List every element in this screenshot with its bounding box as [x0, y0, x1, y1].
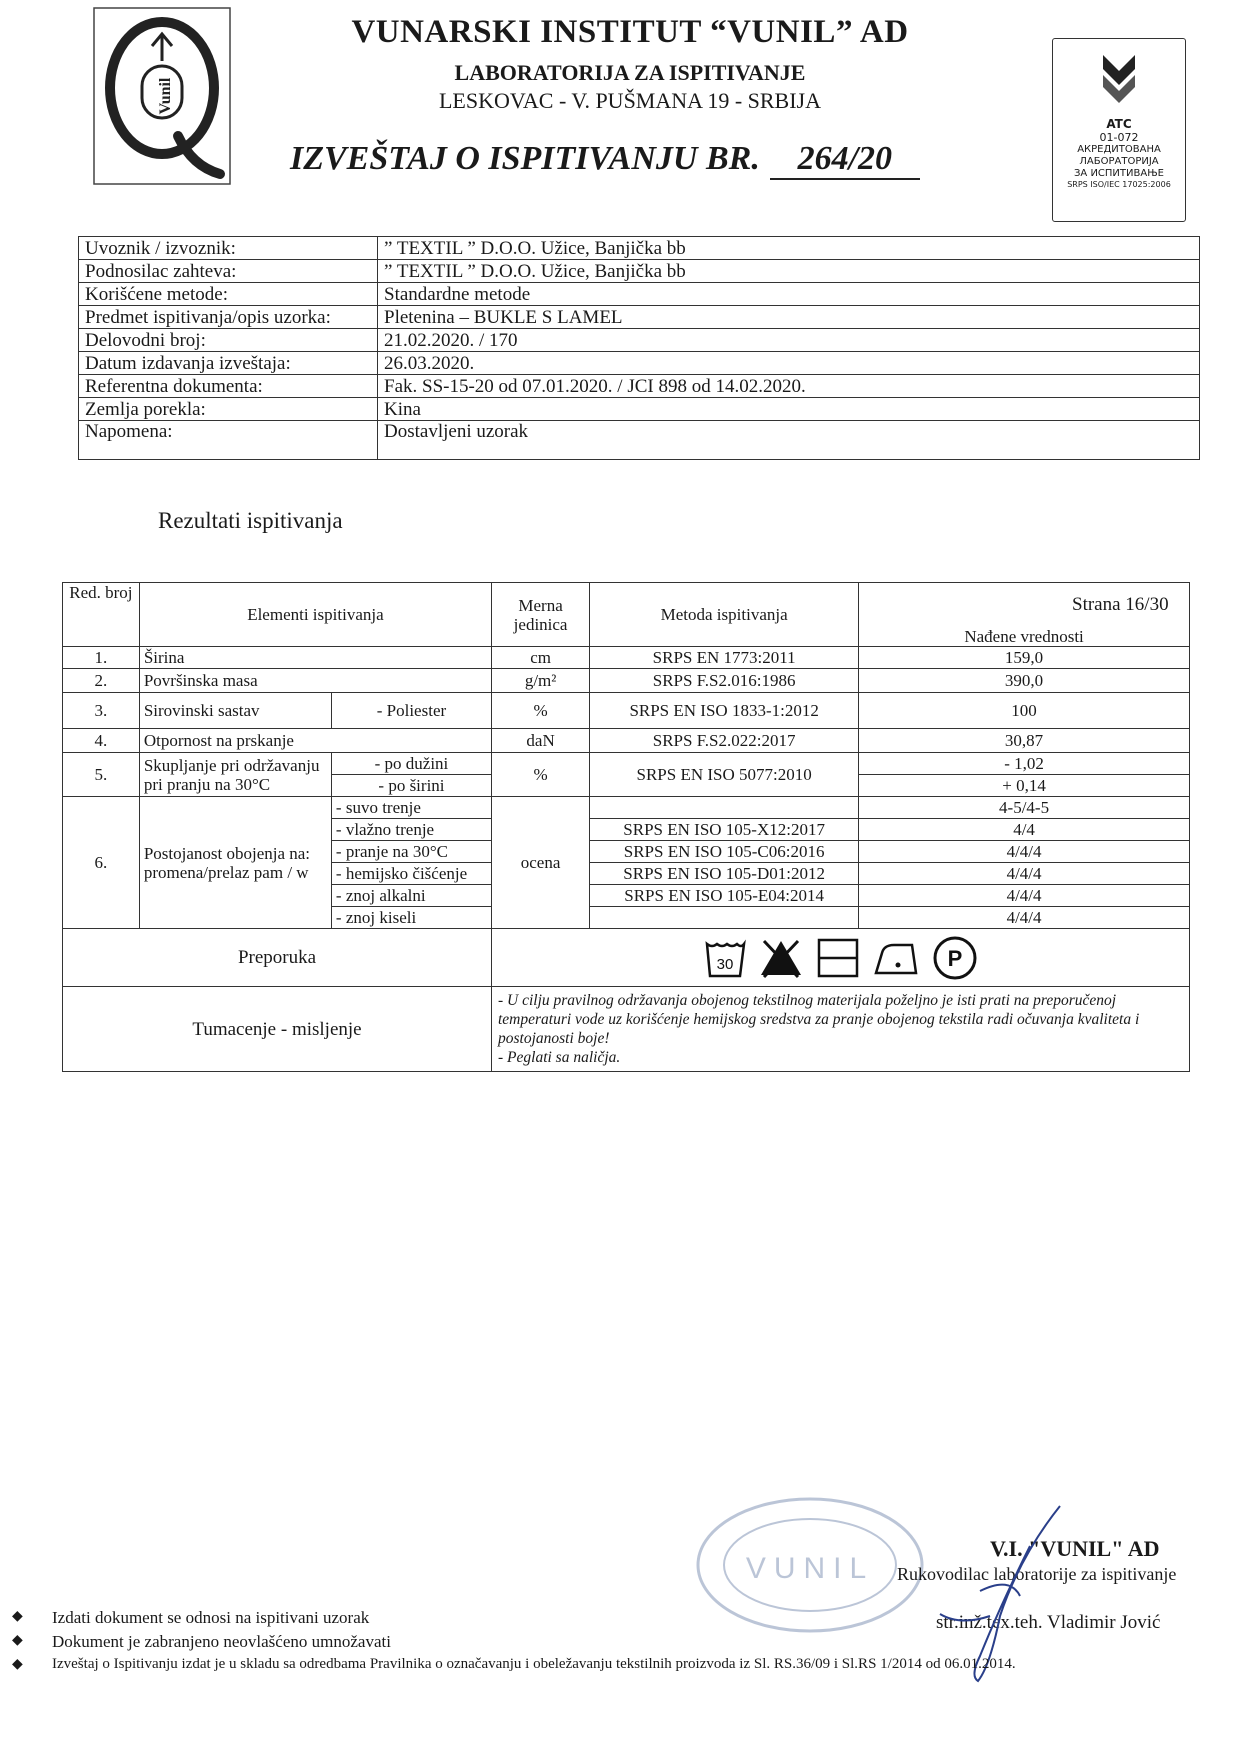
row-value: 4/4/4	[859, 885, 1190, 907]
col-header-element: Elementi ispitivanja	[139, 583, 491, 647]
info-row	[79, 375, 1200, 398]
care-symbols	[492, 929, 1190, 987]
table-header-row	[63, 583, 1190, 647]
info-value: 26.03.2020.	[378, 352, 1200, 375]
info-row	[79, 398, 1200, 421]
info-value: ” TEXTIL ” D.O.O. Užice, Banjička bb	[378, 237, 1200, 260]
accreditation-badge	[1052, 38, 1186, 222]
atc-code: ATC	[1106, 117, 1132, 131]
info-value: 21.02.2020. / 170	[378, 329, 1200, 352]
row-unit: g/m²	[492, 669, 590, 693]
row-value: 100	[859, 693, 1190, 729]
svg-text:VUNIL: VUNIL	[745, 1552, 875, 1585]
info-value: Standardne metode	[378, 283, 1200, 306]
info-label: Referentna dokumenta:	[79, 375, 378, 398]
institute-name: VUNARSKI INSTITUT “VUNIL” AD	[351, 14, 909, 50]
row-method: SRPS F.S2.022:2017	[590, 729, 859, 753]
interpretation-line2: - Peglati sa naličja.	[498, 1049, 621, 1066]
info-label: Delovodni broj:	[79, 329, 378, 352]
interpretation-line1: - U cilju pravilnog održavanja obojenog tekstilnog materijala poželjno je isti prati na preporučenoj temperaturi vode uz korišćenje hemijskog sredstva za pranje obojenog tekstila radi očuvanja kvaliteta i postojanosti boje!	[498, 992, 1140, 1047]
wash-30-icon	[704, 936, 746, 980]
row-sub-element: - po dužini	[331, 753, 491, 775]
row-method: SRPS F.S2.016:1986	[590, 669, 859, 693]
info-label: Predmet ispitivanja/opis uzorka:	[79, 306, 378, 329]
table-row	[63, 753, 1190, 775]
row-sub-element: - pranje na 30°C	[331, 841, 491, 863]
footer-notes	[12, 1608, 1192, 1677]
row-element: Širina	[139, 647, 491, 669]
footer-note: ◆ Izdati dokument se odnosi na ispitivani uzorak	[12, 1608, 370, 1627]
row-no: 4.	[63, 729, 140, 753]
svg-text:30: 30	[716, 955, 733, 973]
col-header-no: Red. broj	[63, 583, 140, 647]
info-row	[79, 421, 1200, 460]
row-value: 30,87	[859, 729, 1190, 753]
info-value: ” TEXTIL ” D.O.O. Užice, Banjička bb	[378, 260, 1200, 283]
info-label: Zemlja porekla:	[79, 398, 378, 421]
col-header-method: Metoda ispitivanja	[590, 583, 859, 647]
info-value: Dostavljeni uzorak	[378, 421, 1200, 460]
row-sub-element: - vlažno trenje	[331, 819, 491, 841]
row-unit: %	[492, 753, 590, 797]
bullet-icon: ◆	[12, 1609, 23, 1624]
tumble-dry-prohibited-icon	[816, 937, 860, 979]
table-row	[63, 669, 1190, 693]
info-label: Podnosilac zahteva:	[79, 260, 378, 283]
iron-low-icon	[872, 937, 920, 979]
interpretation-text	[492, 987, 1190, 1072]
row-element: Postojanost obojenja na: promena/prelaz pam / w	[139, 797, 331, 929]
row-method	[590, 907, 859, 929]
row-value: 159,0	[859, 647, 1190, 669]
row-element: Otpornost na prskanje	[139, 729, 491, 753]
report-title	[290, 140, 920, 180]
info-value: Pletenina – BUKLE S LAMEL	[378, 306, 1200, 329]
info-label: Datum izdavanja izveštaja:	[79, 352, 378, 375]
row-no: 2.	[63, 669, 140, 693]
signature-role: Rukovodilac laboratorije za ispitivanje	[897, 1564, 1177, 1584]
row-sub-element: - po širini	[331, 775, 491, 797]
report-info-table	[78, 236, 1200, 460]
row-value: 4/4	[859, 819, 1190, 841]
table-row	[63, 693, 1190, 729]
recommendation-row	[63, 929, 1190, 987]
report-label: IZVEŠTAJ O ISPITIVANJU BR.	[290, 140, 760, 177]
info-label: Korišćene metode:	[79, 283, 378, 306]
atc-line3: ЗА ИСПИТИВАЊЕ	[1074, 168, 1164, 179]
info-row	[79, 260, 1200, 283]
row-value: + 0,14	[859, 775, 1190, 797]
row-no: 1.	[63, 647, 140, 669]
atc-logo-icon	[1089, 49, 1149, 109]
row-sub-element: - hemijsko čišćenje	[331, 863, 491, 885]
row-method: SRPS EN ISO 105-E04:2014	[590, 885, 859, 907]
row-value: 4/4/4	[859, 841, 1190, 863]
table-row	[63, 729, 1190, 753]
info-row	[79, 306, 1200, 329]
table-row	[63, 647, 1190, 669]
bullet-icon: ◆	[12, 1633, 23, 1648]
row-value: 4-5/4-5	[859, 797, 1190, 819]
page-indicator: Strana 16/30	[1072, 594, 1169, 615]
info-label: Uvoznik / izvoznik:	[79, 237, 378, 260]
row-value: 390,0	[859, 669, 1190, 693]
row-unit: ocena	[492, 797, 590, 929]
row-method: SRPS EN ISO 5077:2010	[590, 753, 859, 797]
row-unit: daN	[492, 729, 590, 753]
row-element: Površinska masa	[139, 669, 491, 693]
row-value: 4/4/4	[859, 907, 1190, 929]
row-unit: cm	[492, 647, 590, 669]
atc-line2: ЛАБОРАТОРИЈА	[1079, 156, 1159, 167]
info-value: Fak. SS-15-20 od 07.01.2020. / JCI 898 od 14.02.2020.	[378, 375, 1200, 398]
footer-note: ◆ Dokument je zabranjeno neovlašćeno umnožavati	[12, 1632, 391, 1651]
row-sub-element: - znoj alkalni	[331, 885, 491, 907]
row-method: SRPS EN ISO 105-X12:2017	[590, 819, 859, 841]
interpretation-label: Tumacenje - misljenje	[63, 987, 492, 1072]
results-heading: Rezultati ispitivanja	[158, 508, 343, 533]
laboratory-name: LABORATORIJA ZA ISPITIVANJE	[454, 60, 806, 85]
atc-standard: SRPS ISO/IEC 17025:2006	[1067, 180, 1171, 189]
row-method: SRPS EN ISO 1833-1:2012	[590, 693, 859, 729]
row-element: Sirovinski sastav	[139, 693, 331, 729]
atc-line1: АКРЕДИТОВАНА	[1077, 144, 1161, 155]
row-no: 5.	[63, 753, 140, 797]
vunil-logo	[92, 6, 232, 186]
atc-number: 01-072	[1099, 131, 1139, 144]
results-table	[62, 582, 1190, 1072]
row-method	[590, 797, 859, 819]
col-header-unit: Merna jedinica	[492, 583, 590, 647]
recommendation-label: Preporuka	[63, 929, 492, 987]
institute-address: LESKOVAC - V. PUŠMANA 19 - SRBIJA	[438, 88, 822, 113]
info-row	[79, 352, 1200, 375]
interpretation-row	[63, 987, 1190, 1072]
info-row	[79, 237, 1200, 260]
row-no: 6.	[63, 797, 140, 929]
signature-name: str.inž.tex.teh. Vladimir Jović	[936, 1612, 1161, 1633]
table-row	[63, 797, 1190, 819]
row-method: SRPS EN 1773:2011	[590, 647, 859, 669]
info-value: Kina	[378, 398, 1200, 421]
row-no: 3.	[63, 693, 140, 729]
no-bleach-icon	[758, 937, 804, 979]
bullet-icon: ◆	[12, 1657, 23, 1672]
row-element: Skupljanje pri održavanju pri pranju na 30°C	[139, 753, 331, 797]
info-label: Napomena:	[79, 421, 378, 460]
info-row	[79, 329, 1200, 352]
row-sub-element: - Poliester	[331, 693, 491, 729]
row-sub-element: - znoj kiseli	[331, 907, 491, 929]
row-method: SRPS EN ISO 105-C06:2016	[590, 841, 859, 863]
svg-text:P: P	[947, 945, 962, 971]
footer-note: ◆ Izveštaj o Ispitivanju izdat je u skladu sa odredbama Pravilnika o označavanju i obeležavanju tekstilnih proizvoda iz Sl. RS.36/09 i Sl.RS 1/2014 od 06.01.2014.	[12, 1656, 1016, 1672]
row-value: 4/4/4	[859, 863, 1190, 885]
svg-text:Vunil: Vunil	[157, 77, 174, 115]
signature-organization: V.I. "VUNIL" AD	[990, 1536, 1160, 1561]
report-number: 264/20	[770, 140, 920, 180]
row-value: - 1,02	[859, 753, 1190, 775]
row-unit: %	[492, 693, 590, 729]
col-header-value: Nađene vrednosti	[859, 583, 1190, 647]
info-row	[79, 283, 1200, 306]
row-sub-element: - suvo trenje	[331, 797, 491, 819]
dry-clean-p-icon	[932, 935, 978, 981]
row-method: SRPS EN ISO 105-D01:2012	[590, 863, 859, 885]
